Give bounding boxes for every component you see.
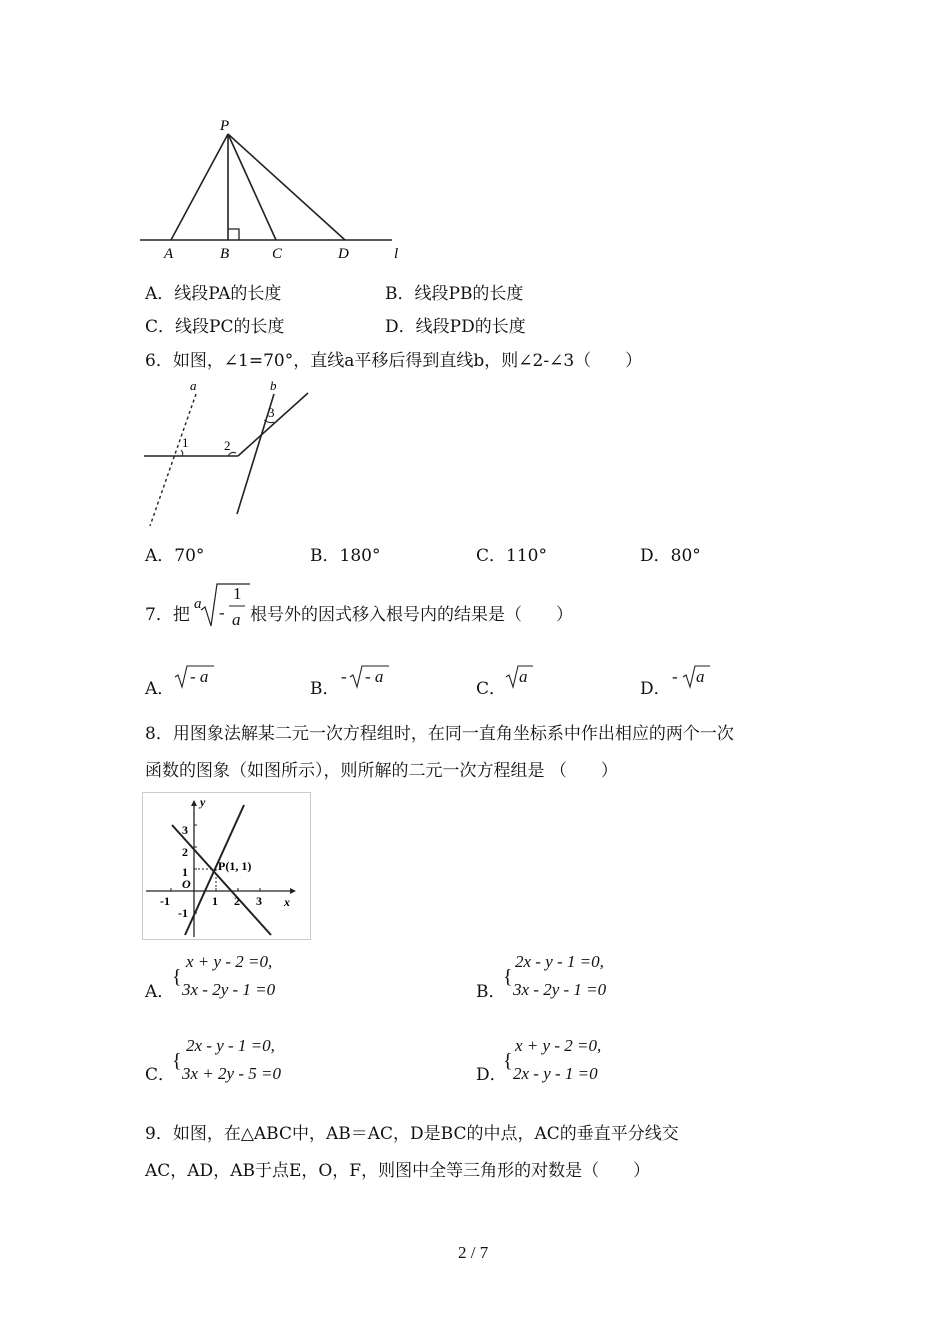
q6-label-2: 2	[224, 438, 231, 453]
q8-y-tick-label: 2	[182, 845, 188, 859]
q8-y-tick-label: -1	[178, 906, 188, 920]
option-letter: C．	[145, 317, 176, 337]
equation: 3x + 2y - 5 =0	[182, 1064, 281, 1083]
option-text: 线段PC的长度	[175, 317, 285, 337]
q6-option-c[interactable]	[476, 545, 547, 567]
q9-stem-line2: AC，AD，AB于点E，O，F，则图中全等三角形的对数是（ ）	[145, 1161, 651, 1181]
q8-option-b-system	[503, 952, 663, 1008]
q5-option-d[interactable]	[385, 316, 526, 338]
q5-option-b[interactable]	[385, 283, 523, 305]
q8-option-c-system	[172, 1036, 332, 1092]
q8-option-b[interactable]	[476, 981, 506, 1003]
q5-option-a[interactable]	[145, 283, 281, 305]
brace-icon: {	[503, 1050, 513, 1072]
q7-option-b-sign: -	[341, 667, 347, 686]
option-letter: D．	[385, 317, 416, 337]
option-letter: A．	[145, 982, 175, 1002]
page-number: 2 / 7	[458, 1243, 489, 1262]
q7-denominator: a	[232, 610, 241, 629]
option-text: 110°	[506, 546, 547, 566]
option-letter: B．	[310, 679, 340, 699]
option-letter: C．	[145, 1065, 176, 1085]
q6-label-3: 3	[268, 405, 275, 420]
q7-radical-icon	[200, 580, 250, 632]
q9-stem-line1: 9．如图，在△ABC中，AB＝AC，D是BC的中点，AC的垂直平分线交	[145, 1124, 679, 1144]
brace-icon: {	[503, 966, 513, 988]
q5-label-A: A	[164, 246, 174, 262]
option-letter: C．	[476, 679, 507, 699]
q5-option-c[interactable]	[145, 316, 284, 338]
q7-option-d-radicand: a	[696, 667, 705, 686]
q7-option-a-radicand: - a	[190, 667, 209, 686]
option-letter: B．	[476, 982, 506, 1002]
q6-option-d[interactable]	[640, 545, 701, 567]
q7-option-d[interactable]	[640, 678, 671, 700]
q6-option-b[interactable]	[310, 545, 380, 567]
option-text: 70°	[174, 546, 205, 566]
option-letter: A．	[145, 546, 175, 566]
option-letter: A．	[145, 284, 175, 304]
q8-x-tick-label: -1	[160, 894, 170, 908]
option-letter: B．	[310, 546, 340, 566]
q8-option-a[interactable]	[145, 981, 174, 1003]
q8-stem-line1: 8．用图象法解某二元一次方程组时，在同一直角坐标系中作出相应的两个一次	[145, 724, 734, 744]
option-text: 线段PB的长度	[414, 284, 524, 304]
equation: 3x - 2y - 1 =0	[513, 980, 607, 999]
option-letter: C．	[476, 546, 507, 566]
option-text: 线段PA的长度	[174, 284, 282, 304]
q7-suffix: 根号外的因式移入根号内的结果是（ ）	[250, 605, 573, 625]
option-letter: A．	[145, 679, 175, 699]
q6-stem: 6．如图，∠1=70°，直线a平移后得到直线b，则∠2-∠3（ ）	[145, 351, 643, 371]
q8-option-c[interactable]	[145, 1064, 175, 1086]
q8-y-tick-label: 1	[182, 865, 188, 879]
q8-point-label: P(1, 1)	[218, 859, 252, 873]
q6-label-1: 1	[182, 435, 189, 450]
q8-x-tick-label: 1	[212, 894, 218, 908]
equation: 2x - y - 1 =0,	[515, 952, 604, 971]
q6-label-a: a	[190, 380, 197, 393]
q8-x-tick-label: 3	[256, 894, 262, 908]
q8-x-tick-label: 2	[234, 894, 240, 908]
equation: x + y - 2 =0,	[186, 952, 273, 971]
brace-icon: {	[172, 1050, 182, 1072]
q8-option-a-system	[172, 952, 332, 1008]
q6-option-a[interactable]	[145, 545, 204, 567]
equation: 2x - y - 1 =0	[513, 1064, 598, 1083]
q5-label-P: P	[220, 118, 230, 134]
q7-option-a[interactable]	[145, 678, 174, 700]
q7-prefix: 7．把	[145, 605, 190, 625]
q7-option-c[interactable]	[476, 678, 506, 700]
q7-option-d-sign: -	[672, 667, 678, 686]
q8-graph-figure	[142, 792, 312, 942]
equation: 3x - 2y - 1 =0	[182, 980, 276, 999]
q5-label-l: l	[394, 246, 399, 262]
q6-figure	[140, 380, 320, 530]
q8-y-tick-label: 3	[182, 823, 188, 837]
option-text: 80°	[670, 546, 701, 566]
q7-inner-sign: -	[219, 603, 225, 622]
option-letter: B．	[385, 284, 415, 304]
option-text: 180°	[339, 546, 381, 566]
q5-label-D: D	[338, 246, 349, 262]
q8-origin-label: O	[182, 877, 191, 891]
q5-label-B: B	[220, 246, 230, 262]
equation: 2x - y - 1 =0,	[186, 1036, 275, 1055]
equation: x + y - 2 =0,	[515, 1036, 602, 1055]
q7-numerator: 1	[233, 584, 242, 603]
q7-option-b-radicand: - a	[365, 667, 384, 686]
q7-coef: a	[194, 596, 202, 612]
option-letter: D．	[476, 1065, 507, 1085]
q8-stem-line2: 函数的图象（如图所示），则所解的二元一次方程组是 （ ）	[145, 761, 618, 781]
q5-figure	[140, 112, 410, 267]
q7-option-b[interactable]	[310, 678, 340, 700]
q8-option-d-system	[503, 1036, 663, 1092]
option-letter: D．	[640, 546, 671, 566]
q6-label-b: b	[270, 380, 277, 393]
q5-label-C: C	[272, 246, 283, 262]
q8-x-label: x	[284, 895, 290, 909]
option-text: 线段PD的长度	[415, 317, 526, 337]
q8-y-label: y	[200, 795, 206, 809]
option-letter: D．	[640, 679, 671, 699]
brace-icon: {	[172, 966, 182, 988]
q7-option-c-radicand: a	[519, 667, 528, 686]
